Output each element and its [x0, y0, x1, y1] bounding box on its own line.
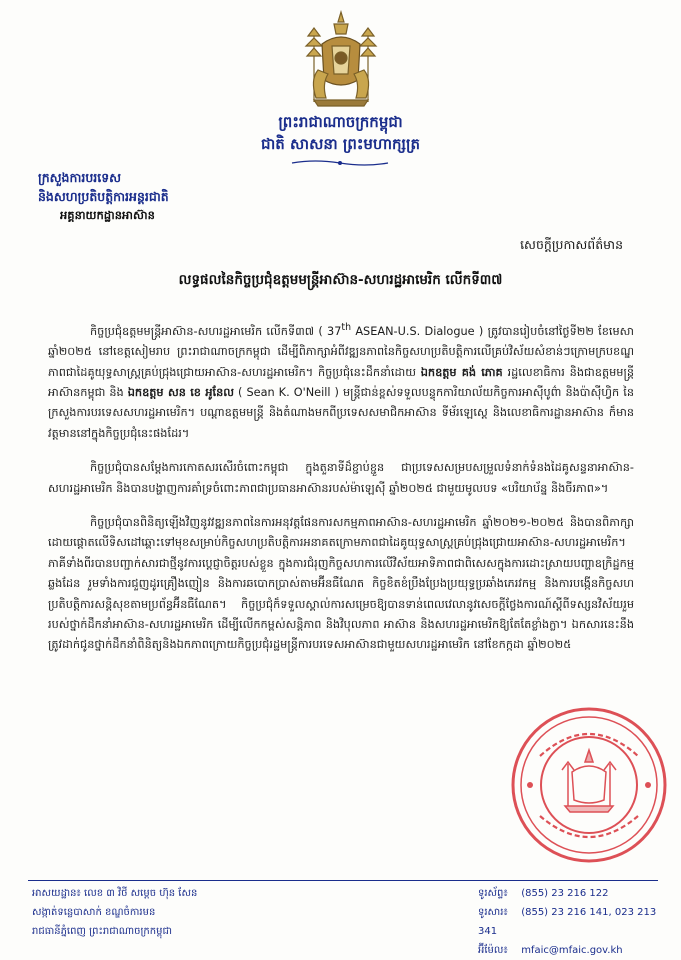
footer-contacts: [478, 884, 678, 960]
phone-label: ទូរស័ព្ទ៖: [478, 888, 508, 899]
paragraph-text: កិច្ចប្រជុំបានពិនិត្យឡើងវិញនូវវឌ្ឍនភាពនៃការអនុវត្តផែនការសកម្មភាពអាស៊ាន-សហរដ្ឋអាមេរិក ឆ្នាំ២០២១-២០២៥ និងបានពិភាក្សាដោយផ្ដោតលើទិសដៅឆ្ពោះទៅមុខសម្រាប់កិច្ចសហប្រតិបត្តិការអនាគតក្រោមភាពជាដៃគូយុទ្ធសាស្ត្រគ្រប់ជ្រុងជ្រោយអាស៊ាន-សហរដ្ឋអាមេរិក។ ភាគីទាំងពីរបានបញ្ជាក់សារជាថ្មីនូវការប្ដេជ្ញាចិត្តរបស់ខ្លួន ក្នុងការជំរុញកិច្ចសហការលើវិស័យអាទិភាពជាពិសេសក្នុងការដោះស្រាយបញ្ហាឧក្រិដ្ឋកម្មឆ្លងដែន រួមទាំងការជួញដូរគ្រឿងញៀន និងការឆបោកប្រាស់តាមអ៊ីនធឺណែត កិច្ចខិតខំប្រឹងប្រែងប្រយុទ្ធប្រឆាំងភេរវកម្ម និងការបង្កើនកិច្ចសហប្រតិបត្តិការសន្តិសុខតាមប្រព័ន្ធអ៊ីនធឺណែត។ កិច្ចប្រជុំក៏ទទួលស្គាល់ការសម្រេចឱ្យបានទាន់ពេលវេលានូវសេចក្ដីថ្លែងការណ៍ស្ដីពីទស្សនវិស័យរួមរបស់ថ្នាក់ដឹកនាំអាស៊ាន-សហរដ្ឋអាមេរិក ដើម្បីលើកកម្ពស់សន្តិភាព និងវិបុលភាព អាស៊ាន និងសហរដ្ឋអាមេរិកឱ្យតែតែខ្លាំងក្លា។ ឯកសារនេះនឹងត្រូវដាក់ជូនថ្នាក់ដឹកនាំពិនិត្យនិងឯកភាពក្រោយកិច្ចប្រជុំរដ្ឋមន្ត្រីការបរទេសអាស៊ានជាមួយសហរដ្ឋអាមេរិក នៅខែកក្កដា ឆ្នាំ២០២៥: [48, 516, 634, 652]
phone-row: [478, 884, 678, 903]
email-link[interactable]: mfaic@mfaic.gov.kh: [521, 945, 623, 956]
address-line-3: រាជធានីភ្នំពេញ ព្រះរាជាណាចក្រកម្ពុជា: [32, 926, 172, 937]
paragraph-text: កិច្ចប្រជុំឧត្តមមន្ត្រីអាស៊ាន-សហរដ្ឋអាមេរិក លើកទី៣៧ (: [90, 324, 328, 338]
ministry-line-2: និងសហប្រតិបត្តិការអន្តរជាតិ: [38, 189, 169, 204]
national-motto: ជាតិ សាសនា ព្រះមហាក្សត្រ: [261, 135, 420, 153]
address-line-2: សង្កាត់ទន្លេបាសាក់ ខណ្ឌចំការមន: [32, 907, 156, 918]
bold-name-text: ឯកឧត្តម សន ខេ អូនែល: [127, 385, 235, 399]
kingdom-heading: ព្រះរាជាណាចក្រកម្ពុជា: [278, 113, 403, 131]
phone-number: (855) 23 216 122: [521, 888, 609, 899]
body-paragraph: [48, 318, 634, 444]
royal-emblem-icon: [300, 10, 382, 110]
ministry-line-1: ក្រសួងការបរទេស: [38, 170, 122, 185]
fax-row: [478, 903, 678, 941]
press-release-label: សេចក្ដីប្រកាសព័ត៌មាន: [520, 237, 623, 252]
address-label: អាសយដ្ឋាន៖: [32, 888, 81, 899]
address-line-1: [32, 884, 332, 903]
paragraph-text: ASEAN-U.S. Dialogue ) ត្រូវបានរៀបចំនៅថ្ងៃទី២២ ខែមេសា ឆ្នាំ២០២៥ នៅខេត្តសៀមរាប ព្រះរាជាណាចក្រកម្ពុជា ដើម្បីពិភាក្សាអំពីវឌ្ឍនភាពនៃកិច្ចសហប្រតិបត្តិការលើគ្រប់វិស័យសំខាន់ៗក្រោមក្របខណ្ឌភាពជាដៃគូយុទ្ធសាស្ត្រគ្រប់ជ្រុងជ្រោយអាស៊ាន-សហរដ្ឋអាមេរិក។ កិច្ចប្រជុំនេះដឹកនាំដោយ: [48, 324, 635, 379]
address-street: លេខ ៣ វិថី សម្ដេច ហ៊ុន សែន: [84, 888, 198, 899]
paragraph-text: ( Sean K. O'Neill ) មន្ត្រីជាន់ខ្ពស់ទទួលបន្ទុកការិយាល័យកិច្ចការអាស៊ីបូព៌ា និងប៉ាស៊ីហ្វិក នៃក្រសួងការបរទេសសហរដ្ឋអាមេរិក។ បណ្ដាឧត្តមមន្ត្រី និងតំណាងមកពីប្រទេសសមាជិកអាស៊ាន ទីម័រឡេស្ដេ និងលេខាធិការដ្ឋានអាស៊ាន ក៏មានវត្តមាននៅក្នុងកិច្ចប្រជុំនេះផងដែរ។: [48, 385, 634, 440]
fax-number: (855) 23 216 141, 023 213 341: [478, 907, 657, 937]
document-body: [48, 318, 634, 670]
paragraph-text: th: [341, 322, 352, 333]
body-paragraph: [48, 458, 634, 499]
official-seal-icon: [510, 706, 668, 864]
email-row: [478, 941, 678, 960]
email-label: អ៊ីម៉ែល៖: [478, 945, 508, 956]
fax-label: ទូរសារ៖: [478, 907, 508, 918]
department-name: អគ្គនាយកដ្ឋានអាស៊ាន: [60, 208, 155, 222]
decorative-divider-icon: [290, 159, 390, 167]
paragraph-text: 37: [327, 324, 342, 338]
paragraph-text: រដ្ឋលេខាធិការ និងជាឧត្តមមន្ត្រីអាស៊ានកម្ពុជា និង: [48, 365, 634, 399]
bold-name-text: ឯកឧត្តម គង់ ភោគ: [420, 365, 503, 379]
footer-address: [32, 884, 332, 941]
document-title: លទ្ធផលនៃកិច្ចប្រជុំឧត្តមមន្ត្រីអាស៊ាន-សហរដ្ឋអាមេរិក លើកទី៣៧: [178, 272, 503, 288]
body-paragraph: [48, 513, 634, 656]
paragraph-text: កិច្ចប្រជុំបានសម្ដែងការកោតសរសើរចំពោះកម្ពុជា ក្នុងតួនាទីដ៏ខ្ជាប់ខ្ជួន ជាប្រទេសសម្របសម្រួលទំនាក់ទំនងដៃគូសន្ទនាអាស៊ាន-សហរដ្ឋអាមេរិក និងបានបង្ហាញការគាំទ្រចំពោះភាពជាប្រធានអាស៊ានរបស់ម៉ាឡេស៊ី ឆ្នាំ២០២៥ ជាមួយមូលបទ «បរិយាប័ន្ន និងចីរភាព»។: [48, 461, 634, 495]
ministry-name: [38, 168, 288, 206]
footer-divider: [28, 880, 658, 881]
